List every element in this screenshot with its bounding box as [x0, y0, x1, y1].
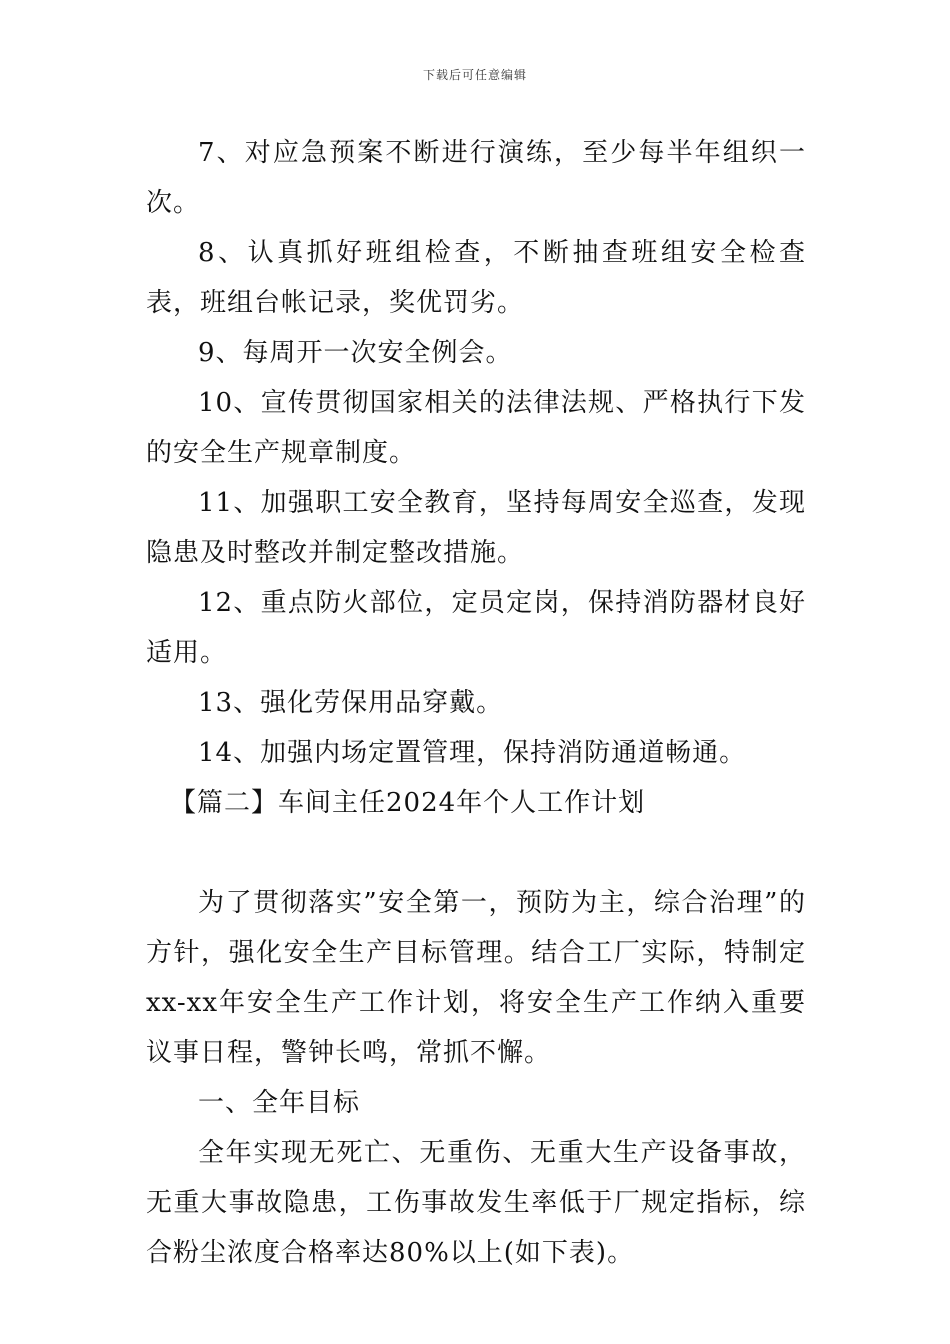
- document-body: [146, 128, 806, 1278]
- paragraph-item-7: 7、对应急预案不断进行演练，至少每半年组织一次。: [146, 138, 806, 218]
- blank-line: [146, 828, 806, 878]
- paragraph-item-12: 12、重点防火部位，定员定岗，保持消防器材良好适用。: [146, 588, 806, 668]
- paragraph-item-14: 14、加强内场定置管理，保持消防通道畅通。: [198, 738, 747, 768]
- paragraph-item-8: 8、认真抓好班组检查，不断抽查班组安全检查表，班组台帐记录，奖优罚劣。: [146, 238, 806, 318]
- goal-paragraph: 全年实现无死亡、无重伤、无重大生产设备事故，无重大事故隐患，工伤事故发生率低于厂规定指标，综合粉尘浓度合格率达80%以上(如下表)。: [146, 1138, 806, 1268]
- section-title: 【篇二】车间主任2024年个人工作计划: [170, 788, 646, 818]
- paragraph-item-9: 9、每周开一次安全例会。: [198, 338, 513, 368]
- paragraph-item-10: 10、宣传贯彻国家相关的法律法规、严格执行下发的安全生产规章制度。: [146, 388, 806, 468]
- subsection-heading: 一、全年目标: [198, 1088, 361, 1118]
- paragraph-item-13: 13、强化劳保用品穿戴。: [198, 688, 504, 718]
- paragraph-item-11: 11、加强职工安全教育，坚持每周安全巡查，发现隐患及时整改并制定整改措施。: [146, 488, 806, 568]
- intro-paragraph: 为了贯彻落实”安全第一，预防为主，综合治理”的方针，强化安全生产目标管理。结合工厂实际，特制定xx-xx年安全生产工作计划，将安全生产工作纳入重要议事日程，警钟长鸣，常抓不懈。: [146, 888, 806, 1068]
- header-note: 下载后可任意编辑: [422, 68, 527, 82]
